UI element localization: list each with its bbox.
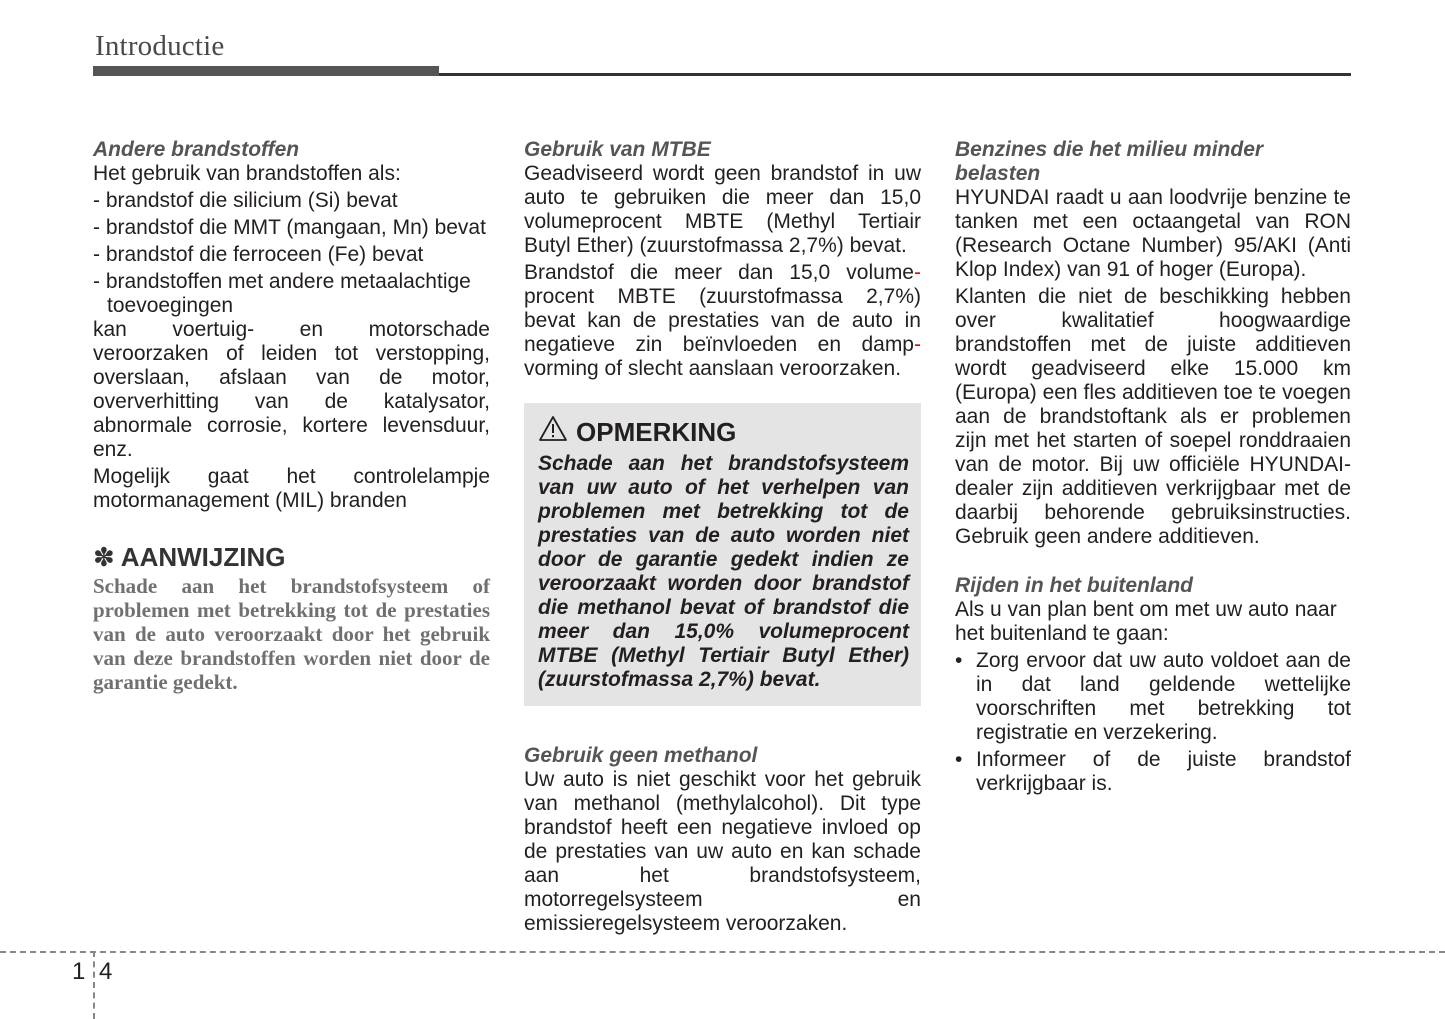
chapter-number: 1: [72, 958, 86, 985]
column-2: [524, 138, 921, 939]
section-heading-mtbe: Gebruik van MTBE: [524, 138, 711, 161]
warning-title: OPMERKING: [576, 416, 737, 447]
mtbe-effects-part-a: Brandstof die meer dan 15,0 volume: [524, 261, 914, 284]
mtbe-effects-part-b: procent MBTE (zuurstofmassa 2,7%) bevat kan de prestaties van de auto in negatieve zin beïnvloeden en damp: [524, 285, 921, 356]
warning-heading: [538, 415, 909, 448]
warning-triangle-icon: [538, 415, 568, 448]
warning-text: Schade aan het brandstofsysteem van uw auto of het verhelpen van problemen met betrekking tot de prestaties van de auto worden niet door de garantie gedekt indien ze veroorzaakt worden door brandstof die methanol bevat of brandstof die meer dan 15,0% volumeprocent MTBE (Methyl Tertiair Butyl Ether) (zuurstofmassa 2,7%) bevat.: [538, 452, 909, 691]
abroad-list-text: Informeer of de juiste brandstof verkrijgbaar is.: [976, 748, 1351, 795]
bullet-icon: •: [955, 748, 963, 771]
fuel-list-item: - brandstof die silicium (Si) bevat: [93, 189, 398, 212]
spacer: [524, 706, 921, 744]
column-3: [955, 138, 1351, 799]
header-rule-thick: [93, 66, 439, 76]
hyphen-mark: -: [914, 261, 921, 284]
abroad-list-text: Zorg ervoor dat uw auto voldoet aan de in dat land geldende wettelijke voorschriften met betrekking tot registratie en verzekering.: [976, 649, 1351, 744]
abroad-list-item: [955, 649, 1351, 745]
section-heading-other-fuels: Andere brandstoffen: [93, 138, 300, 161]
mtbe-effects: [524, 261, 921, 381]
abroad-list-item: [955, 748, 1351, 796]
warning-box: [524, 403, 921, 706]
section-heading-eco-fuels: Benzines die het milieu minder belasten: [955, 138, 1264, 185]
section-heading-no-methanol: Gebruik geen methanol: [524, 744, 758, 767]
abroad-intro: Als u van plan bent om met uw auto naar het buitenland te gaan:: [955, 598, 1337, 645]
header-rule-thin: [439, 73, 1351, 76]
fuel-list-item: - brandstof die ferroceen (Fe) bevat: [93, 243, 424, 266]
other-fuels-mil: Mogelijk gaat het controlelampje motormanagement (MIL) branden: [93, 465, 490, 512]
other-fuels-consequences: kan voertuig- en motorschade veroorzaken of leiden tot verstopping, overslaan, afslaan van de motor, oververhitting van de katalysator, abnormale corrosie, kortere levensduur, enz.: [93, 318, 490, 461]
asterisk-icon: ✽: [93, 542, 115, 572]
mtbe-advice: Geadviseerd wordt geen brandstof in uw auto te gebruiken die meer dan 15,0 volumeprocent MBTE (Methyl Tertiair Butyl Ether) (zuurstofmassa 2,7%) bevat.: [524, 162, 921, 257]
other-fuels-intro: Het gebruik van brandstoffen als:: [93, 162, 401, 185]
fuel-list-item: - brandstoffen met andere metaalachtige toevoegingen: [93, 270, 471, 317]
note-text: Schade aan het brandstofsysteem of problemen met betrekking tot de prestaties van de auto veroorzaakt door het gebruik van deze brandstoffen worden niet door de garantie gedekt.: [93, 574, 490, 694]
mtbe-effects-part-c: vorming of slecht aanslaan veroorzaken.: [524, 357, 902, 380]
note-title: AANWIJZING: [120, 542, 286, 572]
spacer: [93, 516, 490, 542]
footer-dashed-rule: [0, 951, 1445, 953]
fuel-list-item: - brandstof die MMT (mangaan, Mn) bevat: [93, 216, 486, 239]
spacer: [955, 552, 1351, 574]
eco-fuels-advice: HYUNDAI raadt u aan loodvrije benzine te tanken met een octaangetal van RON (Research Octane Number) 95/AKI (Anti Klop Index) van 91 of hoger (Europa).: [955, 186, 1351, 281]
methanol-text: Uw auto is niet geschikt voor het gebruik van methanol (methylalcohol). Dit type brandstof heeft een negatieve invloed op de prestaties van uw auto en kan schade aan het brandstofsysteem, motorregelsysteem en emissieregelsysteem veroorzaken.: [524, 768, 921, 935]
bullet-icon: •: [955, 649, 963, 672]
footer-dashed-separator: [93, 951, 95, 1019]
eco-fuels-additives: Klanten die niet de beschikking hebben over kwalitatief hoogwaardige brandstoffen met de juiste additieven wordt geadviseerd elke 15.000 km (Europa) een fles additieven toe te voegen aan de brandstoftank als er problemen zijn met het starten of soepel ronddraaien van de motor. Bij uw officiële HYUNDAI-dealer zijn additieven verkrijgbaar met de daarbij behorende gebruiksinstructies. Gebruik geen andere additieven.: [955, 285, 1351, 548]
hyphen-mark: -: [914, 333, 921, 356]
column-1: [93, 138, 490, 694]
note-heading: [93, 542, 490, 572]
section-heading-abroad: Rijden in het buitenland: [955, 574, 1193, 597]
page-header-title: Introductie: [95, 30, 225, 62]
page-number: 4: [99, 958, 113, 985]
